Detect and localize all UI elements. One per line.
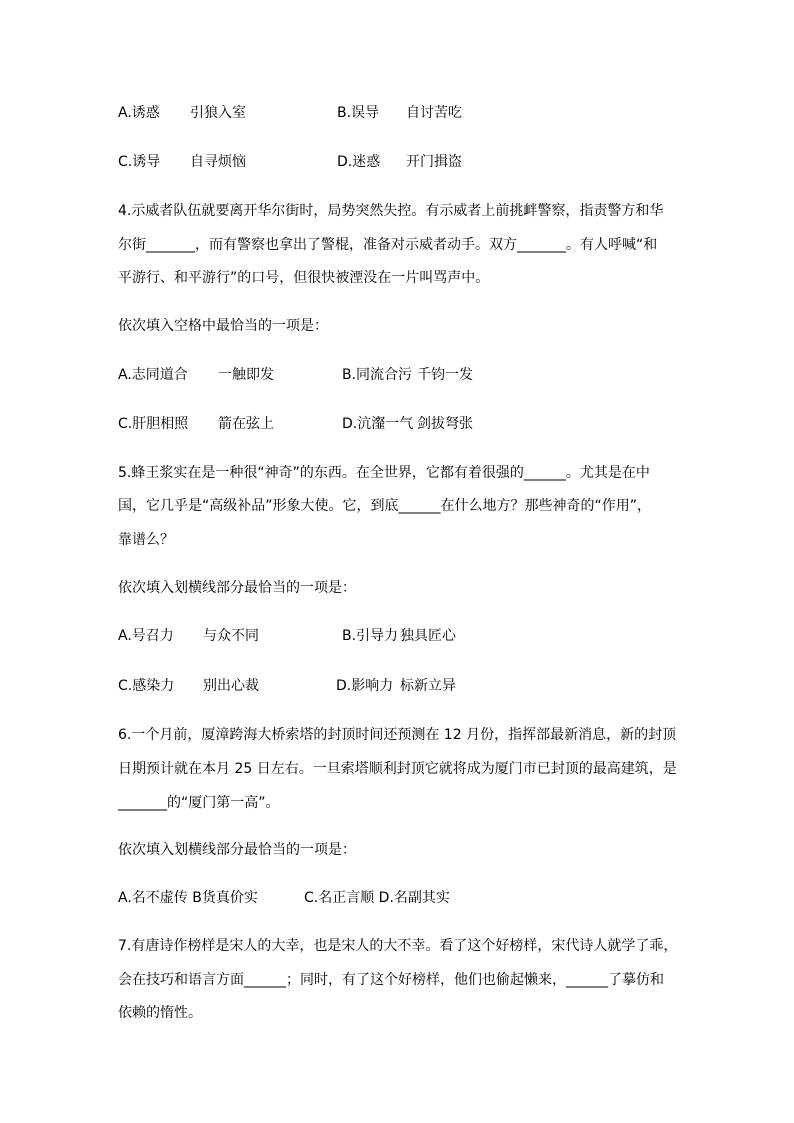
q6-options xyxy=(118,889,678,907)
option-c-term: 箭在弦上 xyxy=(218,416,274,432)
q4-line-1: 4.示威者队伍就要离开华尔街时，局势突然失控。有示威者上前挑衅警察，指责警方和华 xyxy=(118,203,664,219)
option-c-label: C.感染力 xyxy=(118,678,175,694)
option-c-label: C.肝胆相照 xyxy=(118,416,189,432)
q4-instruction: 依次填入空格中最恰当的一项是： xyxy=(118,318,328,334)
q4-line-2: 尔街_______，而有警察也拿出了警棍，准备对示威者动手。双方_______。有人呼喊“和 xyxy=(118,237,658,253)
option-a-label: A.号召力 xyxy=(118,628,174,644)
q4-line-3: 平游行、和平游行”的口号，但很快被湮没在一片叫骂声中。 xyxy=(118,270,490,286)
option-a-term: 与众不同 xyxy=(203,628,259,644)
option-d-label: D.迷惑 xyxy=(337,154,381,170)
q7-line-3: 依赖的惰性。 xyxy=(118,1005,202,1021)
option-b-label: B.同流合污 xyxy=(342,367,413,383)
option-c-term: 别出心裁 xyxy=(203,678,259,694)
option-b-term: 自讨苦吃 xyxy=(406,105,462,121)
q5-options-ab xyxy=(118,627,678,645)
q7-line-2: 会在技巧和语言方面______；同时，有了这个好榜样，他们也偷起懒来，______了摹仿和 xyxy=(118,972,664,988)
option-b-label: B.误导 xyxy=(337,105,380,121)
q6-line-2: 日期预计就在本月 25 日左右。一旦索塔顺利封顶它就将成为厦门市已封顶的最高建筑，是 xyxy=(118,761,677,777)
option-a-label: A.诱惑 xyxy=(118,105,160,121)
options-cd: C.名正言顺 D.名副其实 xyxy=(304,890,450,906)
q5-instruction: 依次填入划横线部分最恰当的一项是： xyxy=(118,580,356,596)
q5-line-2: 国，它几乎是“高级补品”形象大使。它，到底______在什么地方？那些神奇的“作用”， xyxy=(118,498,652,514)
option-b-term: 独具匠心 xyxy=(400,628,456,644)
option-d-term: 剑拔弩张 xyxy=(417,416,473,432)
q6-instruction: 依次填入划横线部分最恰当的一项是： xyxy=(118,842,356,858)
option-d-label: D.影响力 xyxy=(336,678,394,694)
option-a-term: 一触即发 xyxy=(218,367,274,383)
q4-options-ab xyxy=(118,366,678,384)
option-c-term: 自寻烦恼 xyxy=(190,154,246,170)
q6-line-1: 6.一个月前，厦漳跨海大桥索塔的封顶时间还预测在 12 月份，指挥部最新消息，新的封顶 xyxy=(118,727,677,743)
option-d-term: 标新立异 xyxy=(400,678,456,694)
q7-line-1: 7.有唐诗作榜样是宋人的大幸，也是宋人的大不幸。看了这个好榜样，宋代诗人就学了乖， xyxy=(118,938,678,954)
option-a-label: A.志同道合 xyxy=(118,367,188,383)
q3-options-cd xyxy=(118,153,678,171)
option-a-term: 引狼入室 xyxy=(190,105,246,121)
q5-options-cd xyxy=(118,677,678,695)
q5-line-3: 靠谱么？ xyxy=(118,532,174,548)
q5-line-1: 5.蜂王浆实在是一种很“神奇”的东西。在全世界，它都有着很强的______。尤其是在中 xyxy=(118,465,650,481)
option-d-label: D.沆瀣一气 xyxy=(342,416,414,432)
options-ab: A.名不虚传 B货真价实 xyxy=(118,890,258,906)
q6-line-3: _______的“厦门第一高”。 xyxy=(118,795,280,811)
q3-options-ab xyxy=(118,104,678,122)
q4-options-cd xyxy=(118,415,678,433)
option-b-term: 千钧一发 xyxy=(417,367,473,383)
option-d-term: 开门揖盗 xyxy=(406,154,462,170)
option-c-label: C.诱导 xyxy=(118,154,161,170)
option-b-label: B.引导力 xyxy=(342,628,399,644)
